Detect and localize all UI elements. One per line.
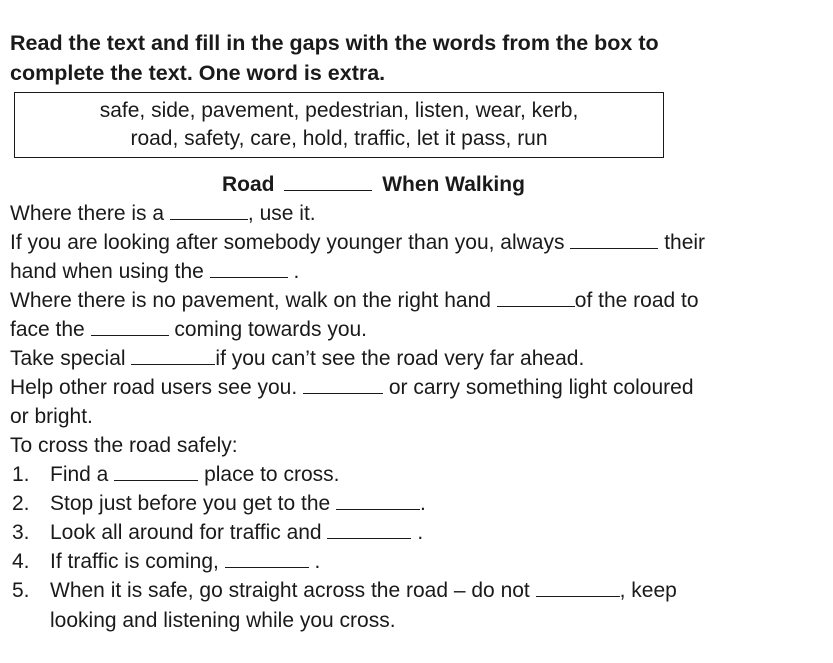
step-5-continued: looking and listening while you cross.	[50, 609, 396, 632]
step-number: 3.	[12, 521, 30, 544]
text-line-8: or bright.	[10, 405, 93, 428]
step-4	[12, 549, 320, 575]
text-segment: Find a	[50, 463, 109, 486]
gap-4[interactable]	[497, 288, 575, 307]
text-line-6	[10, 346, 584, 372]
text-segment: If traffic is coming,	[50, 550, 219, 573]
text-segment: Stop just before you get to the	[50, 492, 331, 515]
text-segment: Take special	[10, 347, 126, 370]
instruction-line-1: Read the text and fill in the gaps with the words from the box to	[10, 31, 659, 55]
text-segment: Where there is no pavement, walk on the right hand	[10, 289, 491, 312]
gap-1[interactable]	[170, 201, 248, 220]
step-number: 4.	[12, 550, 30, 573]
gap-step-1[interactable]	[114, 462, 198, 481]
text-segment: .	[293, 260, 300, 283]
gap-5[interactable]	[91, 317, 169, 336]
text-segment: face the	[10, 318, 85, 341]
text-segment: .	[420, 492, 426, 515]
title-part-2: When Walking	[382, 173, 525, 196]
instruction-line-2: complete the text. One word is extra.	[10, 61, 386, 85]
text-segment: Where there is a	[10, 202, 165, 225]
text-segment: coming towards you.	[174, 318, 368, 341]
gap-3[interactable]	[210, 259, 288, 278]
gap-7[interactable]	[303, 375, 383, 394]
gap-step-5[interactable]	[536, 578, 620, 597]
text-segment: hand when using the	[10, 260, 204, 283]
text-line-5	[10, 317, 367, 343]
text-segment: , use it.	[247, 202, 316, 225]
step-number: 2.	[12, 492, 30, 515]
text-segment: .	[314, 550, 321, 573]
step-1	[12, 462, 339, 488]
text-segment: place to cross.	[204, 463, 340, 486]
text-segment: or carry something light coloured	[388, 376, 694, 399]
word-box-line-2: road, safety, care, hold, traffic, let it pass, run	[130, 127, 548, 150]
title-part-1: Road	[222, 173, 275, 196]
gap-2[interactable]	[570, 230, 658, 249]
text-segment: of the road to	[574, 289, 699, 312]
gap-step-3[interactable]	[327, 520, 411, 539]
text-line-2	[10, 230, 705, 256]
text-segment: if you can’t see the road very far ahead.	[215, 347, 585, 370]
gap-step-4[interactable]	[225, 549, 309, 568]
word-box-line-1: safe, side, pavement, pedestrian, listen, wear, kerb,	[99, 99, 579, 122]
text-segment: their	[664, 231, 706, 254]
text-line-1	[10, 201, 316, 227]
text-line-4	[10, 288, 699, 314]
step-number: 1.	[12, 463, 30, 486]
text-line-3	[10, 259, 299, 285]
text-segment: , keep	[619, 579, 677, 602]
text-segment: When it is safe, go straight across the road – do not	[50, 579, 530, 602]
text-segment: Look all around for traffic and	[50, 521, 322, 544]
word-box	[14, 92, 664, 158]
step-2	[12, 491, 426, 517]
gap-6[interactable]	[131, 346, 215, 365]
step-3	[12, 520, 423, 546]
text-segment: Help other road users see you.	[10, 376, 298, 399]
text-segment: .	[417, 521, 424, 544]
text-line-7	[10, 375, 694, 401]
text-line-9: To cross the road safely:	[10, 434, 238, 457]
step-5	[12, 578, 677, 604]
text-segment: If you are looking after somebody younger than you, always	[10, 231, 565, 254]
title-gap[interactable]	[284, 172, 372, 191]
step-number: 5.	[12, 579, 30, 602]
passage-title	[222, 172, 525, 198]
gap-step-2[interactable]	[336, 491, 420, 510]
